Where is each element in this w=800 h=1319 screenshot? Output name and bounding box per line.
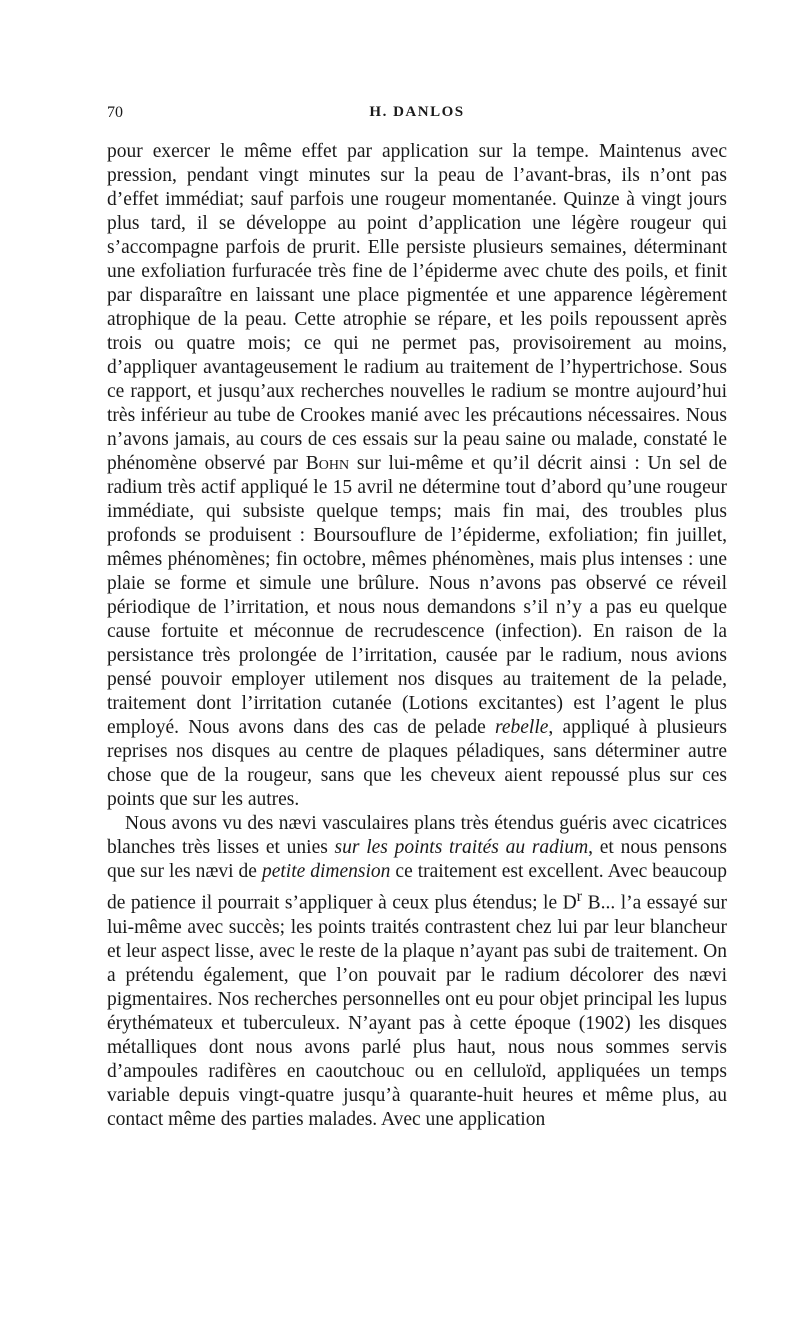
running-head: H. DANLOS — [369, 104, 465, 120]
italic-phrase-petite-dimension: petite dimension — [261, 861, 391, 882]
author-name-bohn: Bohn — [305, 453, 350, 474]
paragraph-1-part-3: , appliqué à plusieurs reprises nos disques au centre de plaques péladiques, sans déterminer autre chose que de la rougeur, sans que les cheveux aient repoussé plus sur ces points que sur les autres. — [107, 717, 728, 810]
paragraph-2 — [107, 812, 727, 1132]
paragraph-1-part-1: pour exercer le même effet par application sur la tempe. Maintenus avec pression, pendant vingt minutes sur la peau de l’avant-bras, ils n’ont pas d’effet immédiat; sauf parfois une rougeur momentanée. Quinze à vingt jours plus tard, il se développe au point d’application une légère rougeur qui s’accompagne parfois de prurit. Elle persiste plusieurs semaines, déterminant une exfoliation furfuracée très fine de l’épiderme avec chute des poils, et finit par disparaître en laissant une place pigmentée et une apparence légèrement atrophique de la peau. Cette atrophie se répare, et les poils repoussent après trois ou quatre mois; ce qui ne permet pas, provisoirement au moins, d’appliquer avantageusement le radium au traitement de l’hypertrichose. Sous ce rapport, et jusqu’aux recherches nouvelles le radium se montre aujourd’hui très inférieur au tube de Crookes manié avec les précautions nécessaires. Nous n’avons jamais, au cours de ces essais sur la peau saine ou malade, constaté le phénomène observé par — [107, 141, 727, 474]
italic-phrase-points-traites: sur les points traités au radium — [334, 837, 589, 858]
page-number: 70 — [107, 104, 123, 121]
paragraph-2-part-1: Nous avons vu des nævi vasculaires plans très étendus guéris avec cicatrices blanches très lisses et unies — [107, 813, 727, 858]
paragraph-1 — [107, 140, 727, 812]
paragraph-2-part-3: ce traitement est excellent. Avec beaucoup de patience il pourrait s’appliquer à ceux plus étendus; le D — [107, 861, 727, 914]
page-header — [107, 100, 727, 140]
body-text — [107, 140, 727, 1132]
book-page — [107, 100, 727, 1132]
superscript-r: r — [576, 887, 583, 905]
paragraph-1-part-2: sur lui-même et qu’il décrit ainsi : Un sel de radium très actif appliqué le 15 avril ne détermine tout d’abord qu’une rougeur immédiate, qui subsiste quelque temps; mais fin mai, des troubles plus profonds se produisent : Boursouflure de l’épiderme, exfoliation; fin juillet, mêmes phénomènes; fin octobre, mêmes phénomènes, mais plus intenses : une plaie se forme et simule une brûlure. Nous n’avons pas observé ce réveil périodique de l’irritation, et nous nous demandons s’il n’y a pas eu quelque cause fortuite et méconnue de recrudescence (infection). En raison de la persistance très prolongée de l’irritation, causée par le radium, nous avions pensé pouvoir employer utilement nos disques au traitement de la pelade, traitement dont l’irritation cutanée (Lotions excitantes) est l’agent le plus employé. Nous avons dans des cas de pelade — [107, 453, 727, 738]
italic-word-rebelle: rebelle — [494, 717, 549, 738]
paragraph-2-part-2: , et nous pensons que sur les nævi de — [107, 837, 727, 882]
paragraph-2-part-4: B... l’a essayé sur lui-même avec succès; les points traités contrastent chez lui par leur blancheur et leur aspect lisse, avec le reste de la plaque n’ayant pas subi de traitement. On a prétendu également, que l’on pouvait par le radium décolorer des nævi pigmentaires. Nos recherches personnelles ont eu pour objet principal les lupus érythémateux et tuberculeux. N’ayant pas à cette époque (1902) les disques métalliques dont nous avons parlé plus haut, nous nous sommes servis d’ampoules radifères en caoutchouc ou en celluloïd, appliquées un temps variable depuis vingt-quatre jusqu’à quarante-huit heures et même plus, au contact même des parties malades. Avec une application — [107, 892, 727, 1130]
